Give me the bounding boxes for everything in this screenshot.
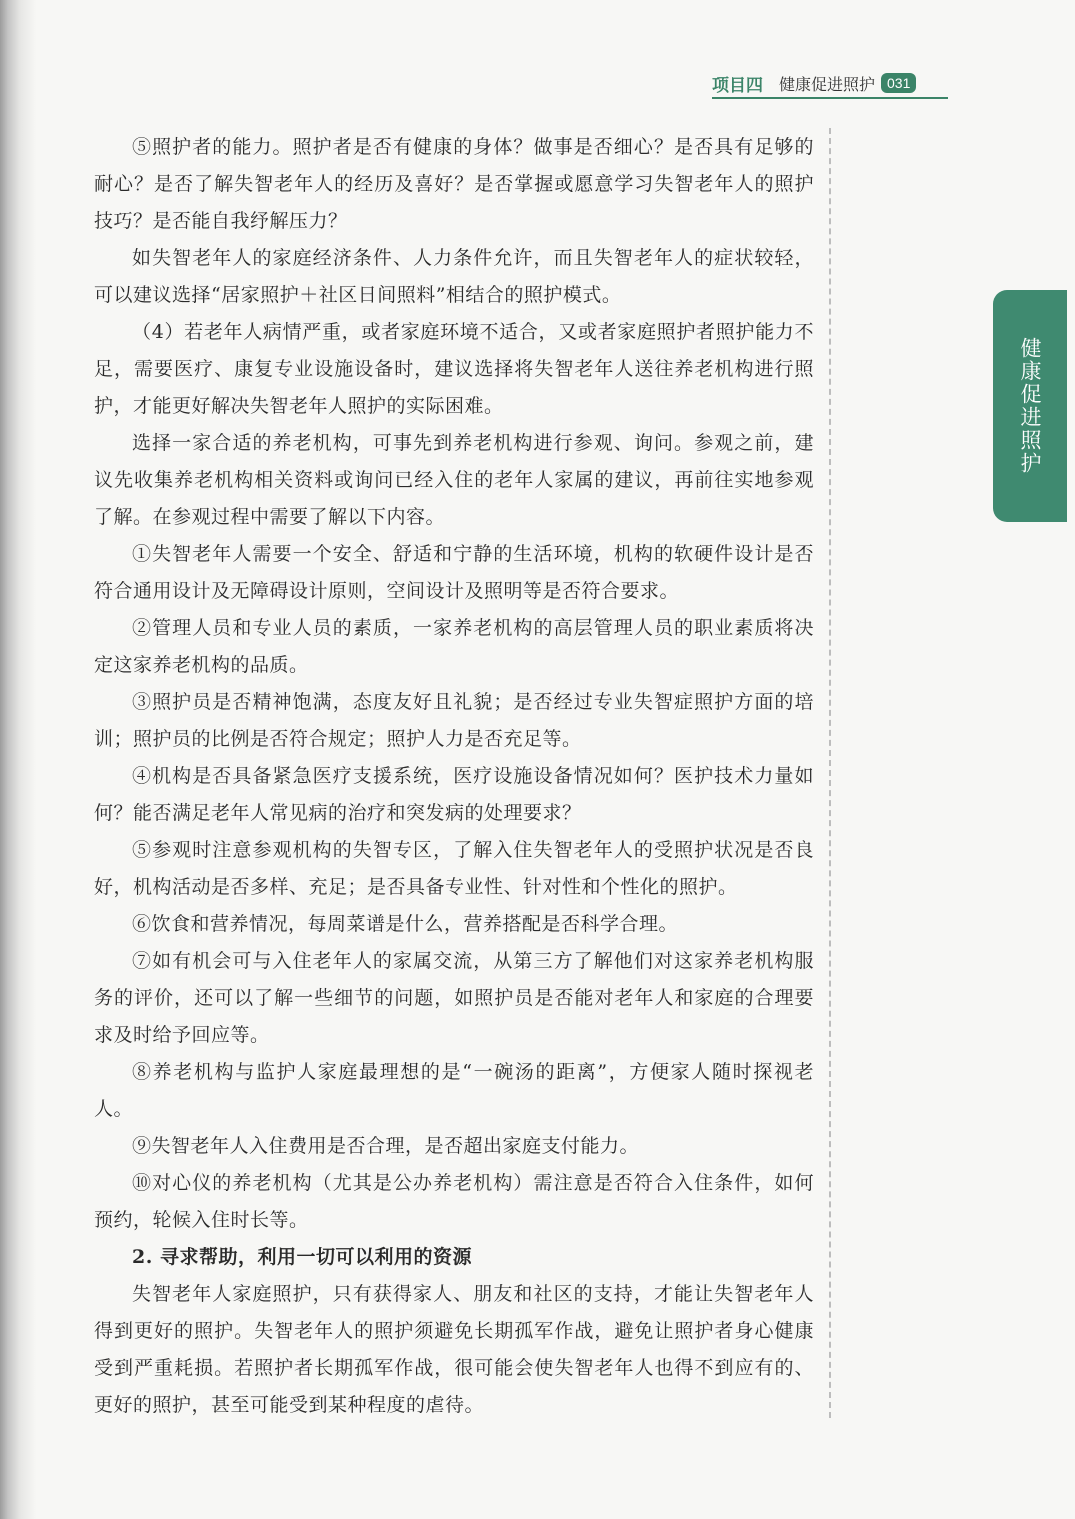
paragraph: ⑦如有机会可与入住老年人的家属交流，从第三方了解他们对这家养老机构服务的评价，还可以了解一些细节的问题，如照护员是否能对老年人和家庭的合理要求及时给予回应等。 — [94, 950, 814, 1046]
body-text — [94, 129, 814, 1424]
paragraph: 选择一家合适的养老机构，可事先到养老机构进行参观、询问。参观之前，建议先收集养老机构相关资料或询问已经入住的老年人家属的建议，再前往实地参观了解。在参观过程中需要了解以下内容。 — [94, 432, 814, 528]
paragraph: ①失智老年人需要一个安全、舒适和宁静的生活环境，机构的软硬件设计是否符合通用设计及无障碍设计原则，空间设计及照明等是否符合要求。 — [94, 543, 814, 602]
paragraph: ⑧养老机构与监护人家庭最理想的是“一碗汤的距离”，方便家人随时探视老人。 — [94, 1061, 814, 1120]
paragraph: 如失智老年人的家庭经济条件、人力条件允许，而且失智老年人的症状较轻，可以建议选择“居家照护＋社区日间照料”相结合的照护模式。 — [94, 247, 814, 306]
paragraph: ⑤参观时注意参观机构的失智专区，了解入住失智老年人的受照护状况是否良好，机构活动是否多样、充足；是否具备专业性、针对性和个性化的照护。 — [94, 839, 814, 898]
margin-dashed-rule — [829, 128, 831, 1418]
section-label: 健康促进照护 — [779, 74, 876, 94]
project-label: 项目四 — [712, 75, 763, 96]
paragraph: ⑤照护者的能力。照护者是否有健康的身体？做事是否细心？是否具有足够的耐心？是否了解失智老年人的经历及喜好？是否掌握或愿意学习失智老年人的照护技巧？是否能自我纾解压力？ — [94, 136, 814, 232]
paragraph: （4）若老年人病情严重，或者家庭环境不适合，又或者家庭照护者照护能力不足，需要医疗、康复专业设施设备时，建议选择将失智老年人送往养老机构进行照护，才能更好解决失智老年人照护的实际困难。 — [94, 321, 814, 417]
paragraph: ④机构是否具备紧急医疗支援系统，医疗设施设备情况如何？医护技术力量如何？能否满足老年人常见病的治疗和突发病的处理要求？ — [94, 765, 814, 824]
section-heading: 2. 寻求帮助，利用一切可以利用的资源 — [132, 1246, 472, 1268]
closing-paragraph: 失智老年人家庭照护，只有获得家人、朋友和社区的支持，才能让失智老年人得到更好的照护。失智老年人的照护须避免长期孤军作战，避免让照护者身心健康受到严重耗损。若照护者长期孤军作战，很可能会使失智老年人也得不到应有的、更好的照护，甚至可能受到某种程度的虐待。 — [94, 1283, 814, 1416]
paragraph: ⑥饮食和营养情况，每周菜谱是什么，营养搭配是否科学合理。 — [132, 913, 679, 935]
side-chapter-tab — [993, 290, 1067, 522]
scan-shadow-edge — [0, 0, 36, 1519]
paragraph: ⑩对心仪的养老机构（尤其是公办养老机构）需注意是否符合入住条件，如何预约，轮候入住时长等。 — [94, 1172, 814, 1231]
side-tab-label: 健康促进照护 — [1018, 337, 1042, 475]
header-rule — [712, 97, 948, 99]
paragraph: ②管理人员和专业人员的素质，一家养老机构的高层管理人员的职业素质将决定这家养老机构的品质。 — [94, 617, 814, 676]
paragraph: ③照护员是否精神饱满，态度友好且礼貌；是否经过专业失智症照护方面的培训；照护员的比例是否符合规定；照护人力是否充足等。 — [94, 691, 814, 750]
page-number-badge: 031 — [881, 73, 916, 93]
running-header — [712, 70, 916, 96]
paragraph: ⑨失智老年人入住费用是否合理，是否超出家庭支付能力。 — [132, 1135, 640, 1157]
